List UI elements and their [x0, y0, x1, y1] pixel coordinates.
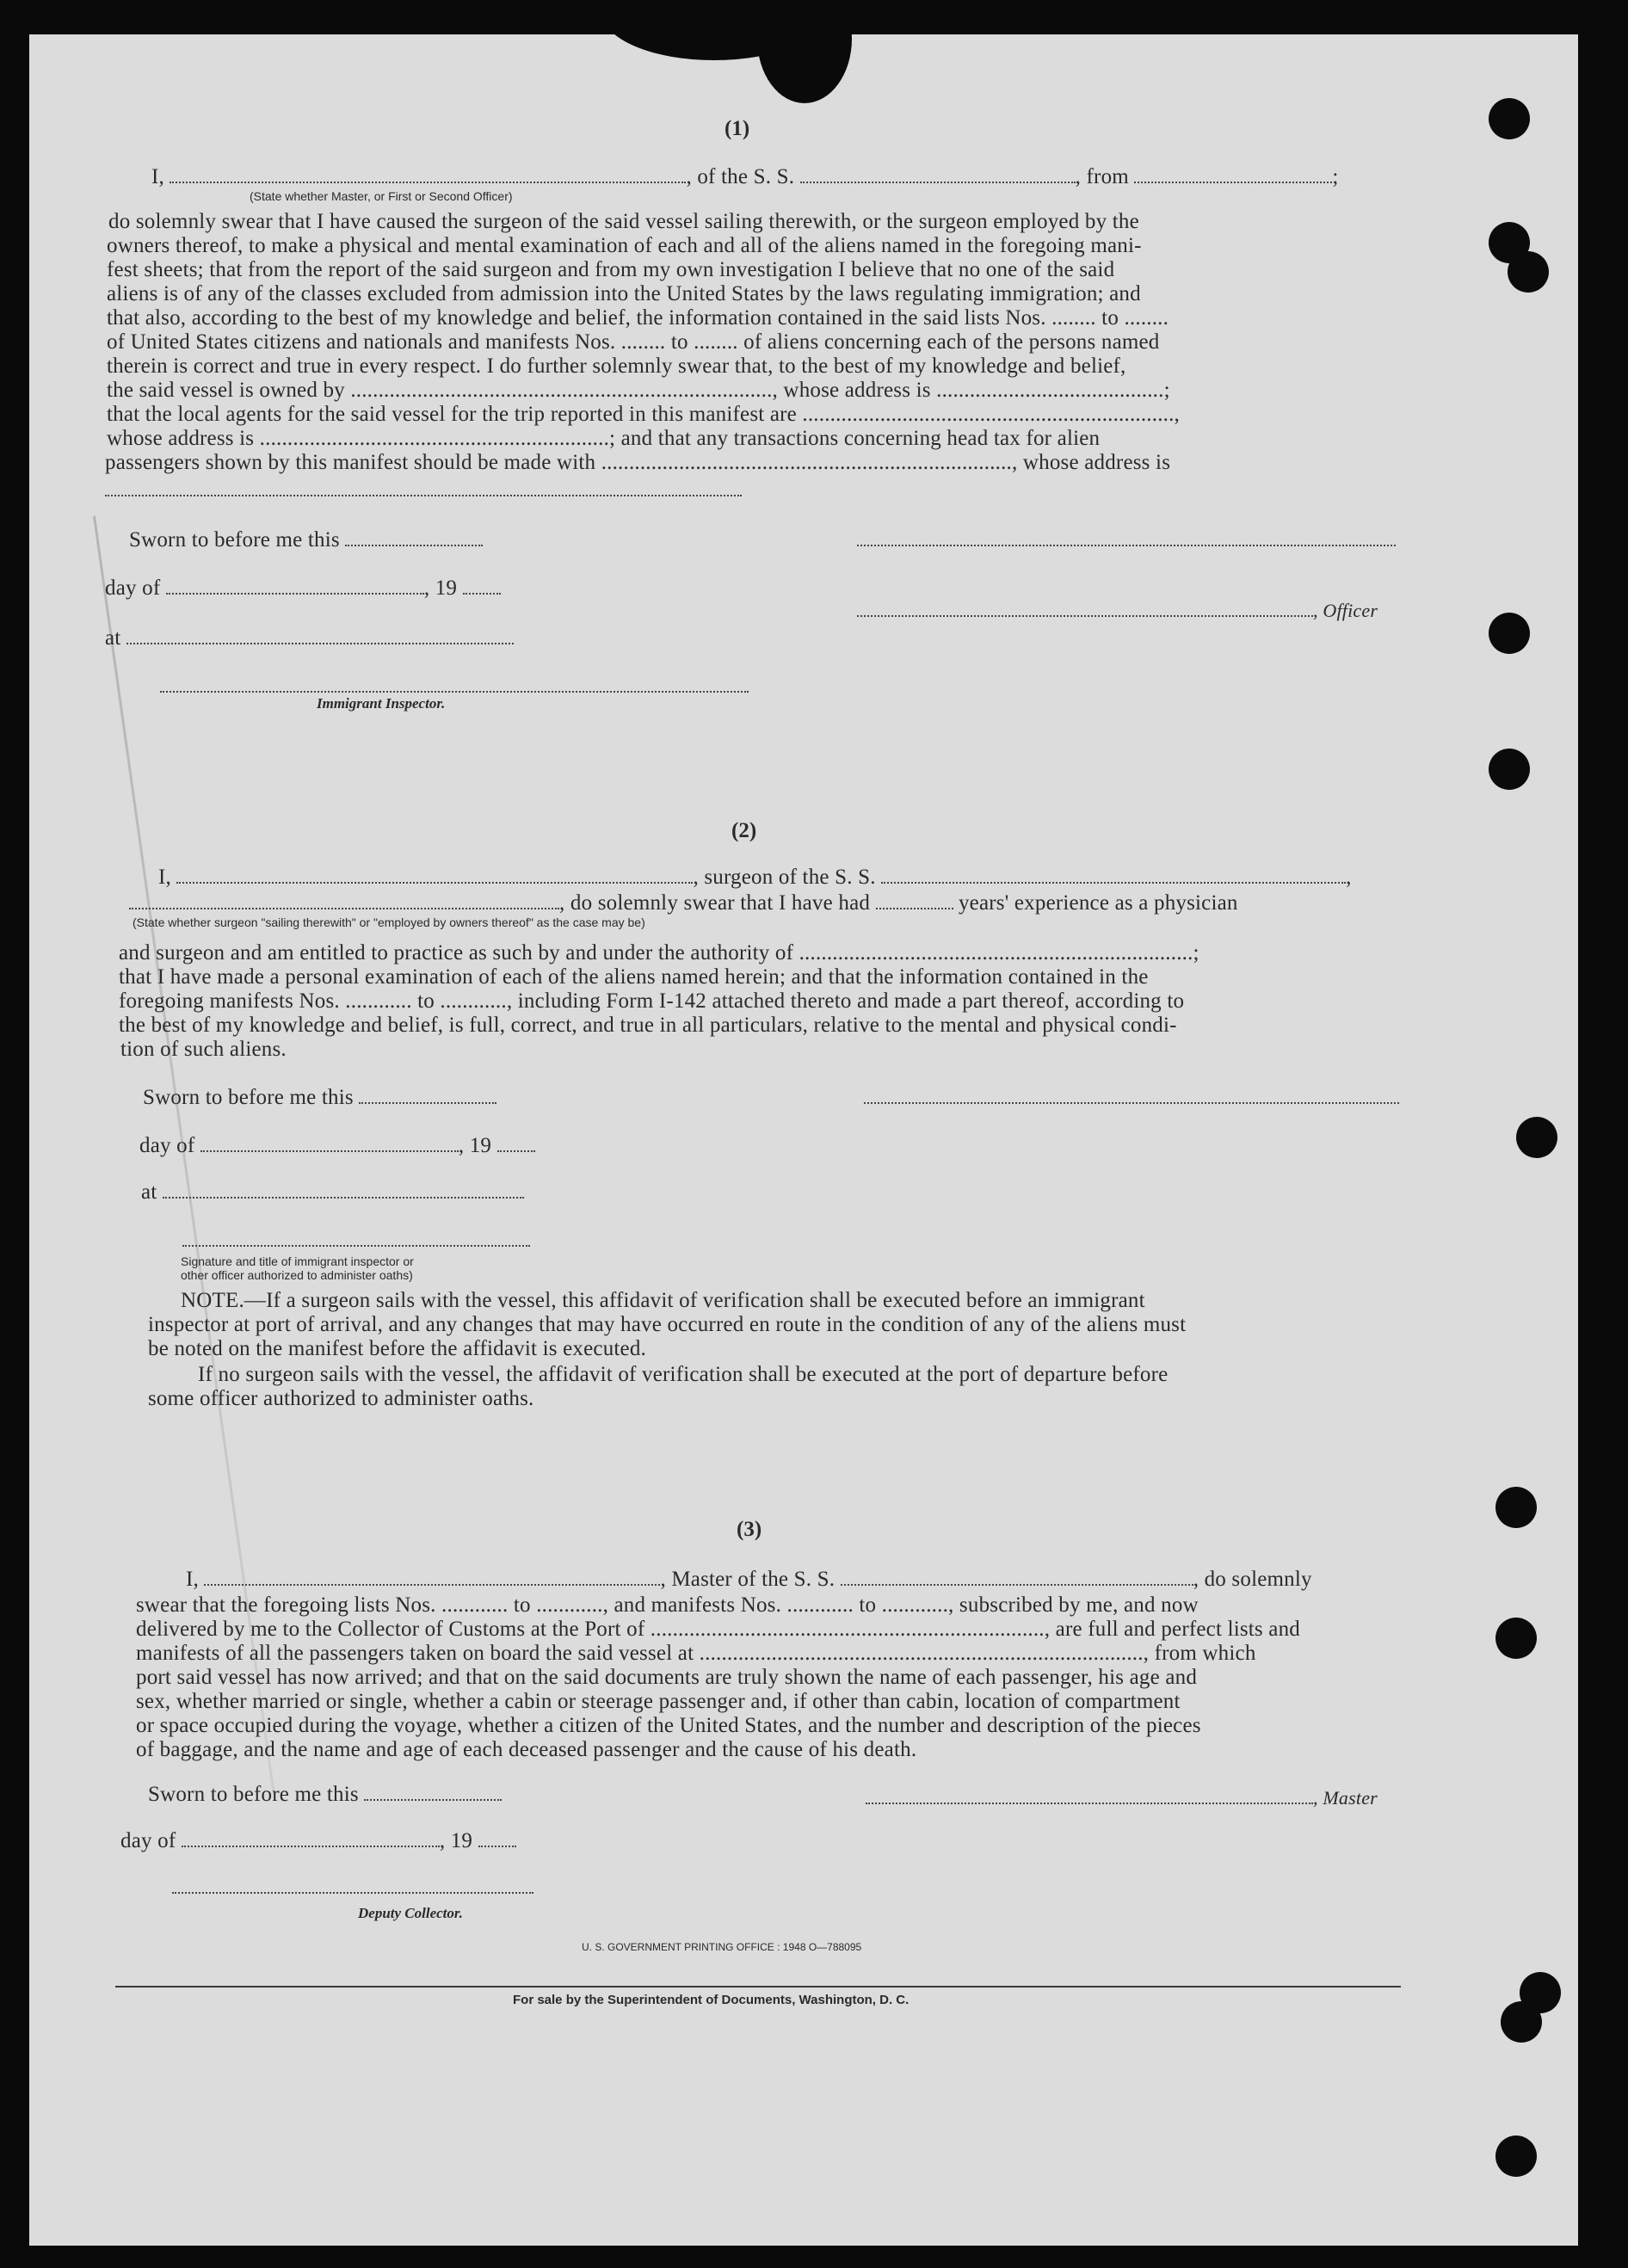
punch-hole [1489, 613, 1530, 654]
s3-master-name-field[interactable] [204, 1568, 660, 1586]
s1-body-line: the said vessel is owned by ............................................................................, whose address is .........................................; [107, 379, 1170, 402]
footer-rule [115, 1986, 1401, 1988]
surgeon-name-field[interactable] [176, 866, 693, 884]
s2-sig-note: other officer authorized to administer oaths) [181, 1268, 413, 1282]
punch-hole [1516, 1117, 1557, 1158]
s3-line1: I, , Master of the S. S. , do solemnly [186, 1568, 1312, 1591]
s3-master-row: , Master [866, 1786, 1378, 1810]
s2-year-field[interactable] [497, 1135, 535, 1152]
s2-sworn-row: Sworn to before me this [143, 1086, 496, 1110]
s1-body-line: that also, according to the best of my knowledge and belief, the information contained in the said lists Nos. ........ to ........ [107, 306, 1169, 330]
s2-body-line: the best of my knowledge and belief, is full, correct, and true in all particulars, relative to the mental and physical condi- [119, 1014, 1177, 1037]
s2-line2: , do solemnly swear that I have had years' experience as a physician [129, 891, 1238, 915]
punch-hole [1495, 1618, 1537, 1659]
s1-body-line: fest sheets; that from the report of the said surgeon and from my own investigation I believe that no one of the said [107, 258, 1115, 281]
note-line: If no surgeon sails with the vessel, the affidavit of verification shall be executed at the port of departure before [198, 1363, 1169, 1386]
s3-collector-field[interactable] [172, 1876, 533, 1900]
s3-day-field[interactable] [182, 1830, 440, 1847]
s1-at-field[interactable] [126, 627, 514, 644]
vessel-name-field[interactable] [800, 166, 1076, 183]
s1-body-line: of United States citizens and nationals and manifests Nos. ........ to ........ of aliens concerning each of the persons named [107, 330, 1160, 354]
s3-body-line: manifests of all the passengers taken on board the said vessel at ................................................................................, from which [136, 1642, 1256, 1665]
s3-year-field[interactable] [478, 1830, 516, 1847]
note-line: some officer authorized to administer oaths. [148, 1387, 534, 1410]
s3-body-line: of baggage, and the name and age of each deceased passenger and the cause of his death. [136, 1738, 917, 1761]
punch-hole [1495, 2135, 1537, 2177]
section-3-number: (3) [737, 1518, 762, 1541]
s2-signature-field[interactable] [864, 1086, 1399, 1110]
footer-sale-note: For sale by the Superintendent of Documents, Washington, D. C. [513, 1993, 910, 2007]
s1-body-line: whose address is ...............................................................; and that any transactions concerning head tax for alien [107, 427, 1101, 450]
s1-sworn-date-field[interactable] [345, 529, 483, 546]
s2-day-field[interactable] [200, 1135, 459, 1152]
s2-vessel-field[interactable] [881, 866, 1346, 884]
s1-body-line: that the local agents for the said vessel for the trip reported in this manifest are ..................................................................., [107, 403, 1181, 426]
s1-body-line: aliens is of any of the classes excluded from admission into the United States by the laws regulating immigration; and [107, 282, 1141, 305]
s2-body-line: foregoing manifests Nos. ............ to ............, including Form I-142 attached thereto and made a part thereof, according to [119, 989, 1185, 1013]
s3-sworn-date-field[interactable] [364, 1784, 502, 1801]
s3-master-signature-field[interactable] [866, 1787, 1313, 1804]
s2-at-field[interactable] [163, 1181, 524, 1199]
s2-status-note: (State whether surgeon "sailing therewith" or "employed by owners thereof" as the case may be) [133, 915, 645, 929]
s2-line1: I, , surgeon of the S. S. , [158, 866, 1352, 889]
s2-at-row: at [141, 1180, 524, 1205]
s2-sworn-date-field[interactable] [359, 1087, 496, 1104]
punch-hole [1508, 251, 1549, 293]
s3-body-line: port said vessel has now arrived; and that on the said documents are truly shown the name of each passenger, his age and [136, 1666, 1198, 1689]
s1-at-row: at [105, 626, 514, 650]
s1-body-line: owners thereof, to make a physical and mental examination of each and all of the aliens named in the foregoing mani- [107, 234, 1142, 257]
s1-year-field[interactable] [463, 577, 501, 595]
s1-inspector-field[interactable] [160, 675, 749, 699]
s3-body-line: or space occupied during the voyage, whether a citizen of the United States, and the number and description of the pieces [136, 1714, 1201, 1737]
note-line: inspector at port of arrival, and any changes that may have occurred en route in the condition of any of the aliens must [148, 1313, 1187, 1336]
from-port-field[interactable] [1134, 166, 1332, 183]
master-name-field[interactable] [170, 166, 686, 183]
s2-body-line: and surgeon and am entitled to practice as such by and under the authority of .......................................................................; [119, 941, 1199, 965]
note-line: NOTE.—If a surgeon sails with the vessel, this affidavit of verification shall be executed before an immigrant [181, 1289, 1145, 1312]
s1-body-line: do solemnly swear that I have caused the surgeon of the said vessel sailing therewith, or the surgeon employed by the [108, 210, 1139, 233]
s3-body-line: sex, whether married or single, whether a cabin or steerage passenger and, if other than cabin, location of compartment [136, 1690, 1181, 1713]
s3-body-line: delivered by me to the Collector of Customs at the Port of ......................................................................., are full and perfect lists and [136, 1618, 1301, 1641]
s2-inspector-field[interactable] [182, 1229, 530, 1253]
s1-day-row: day of , 19 [105, 576, 501, 601]
s1-body-line: therein is correct and true in every respect. I do further solemnly swear that, to the best of my knowledge and belief, [107, 354, 1126, 378]
s1-sworn-row: Sworn to before me this [129, 528, 483, 552]
s1-inspector-label: Immigrant Inspector. [317, 695, 446, 712]
punch-hole [1489, 98, 1530, 139]
punch-hole [1489, 749, 1530, 790]
punch-hole [1495, 1487, 1537, 1528]
s1-line1: I, , of the S. S. , from ; [151, 165, 1339, 188]
section-1-number: (1) [725, 117, 750, 140]
s2-body-line: that I have made a personal examination of each of the aliens named herein; and that the information contained in the [119, 965, 1149, 989]
s1-signature-field[interactable] [857, 528, 1396, 552]
s3-sworn-row: Sworn to before me this [148, 1783, 502, 1807]
section-2-number: (2) [731, 819, 757, 842]
punch-hole [1501, 2001, 1542, 2043]
s1-officer-note: (State whether Master, or First or Second Officer) [250, 189, 513, 203]
s2-day-row: day of , 19 [139, 1134, 535, 1158]
s1-officer-field[interactable] [857, 600, 1313, 617]
s1-body-line: passengers shown by this manifest should be made with .........................................................................., whose address is [105, 451, 1171, 474]
printer-imprint: U. S. GOVERNMENT PRINTING OFFICE : 1948 O—788095 [582, 1941, 862, 1953]
s3-body-line: swear that the foregoing lists Nos. ............ to ............, and manifests Nos. ............ to ............, subscribed by me, and now [136, 1593, 1199, 1617]
note-line: be noted on the manifest before the affidavit is executed. [148, 1337, 646, 1360]
s1-day-field[interactable] [166, 577, 424, 595]
s1-address-field[interactable] [105, 478, 742, 502]
s3-vessel-field[interactable] [841, 1568, 1193, 1586]
years-experience-field[interactable] [876, 892, 953, 909]
s2-sig-note: Signature and title of immigrant inspector or [181, 1254, 414, 1268]
s1-officer-row: , Officer [857, 599, 1378, 623]
surgeon-status-field[interactable] [129, 892, 559, 909]
s2-body-line: tion of such aliens. [120, 1038, 287, 1061]
s3-day-row: day of , 19 [120, 1829, 516, 1853]
s3-collector-label: Deputy Collector. [358, 1905, 463, 1921]
